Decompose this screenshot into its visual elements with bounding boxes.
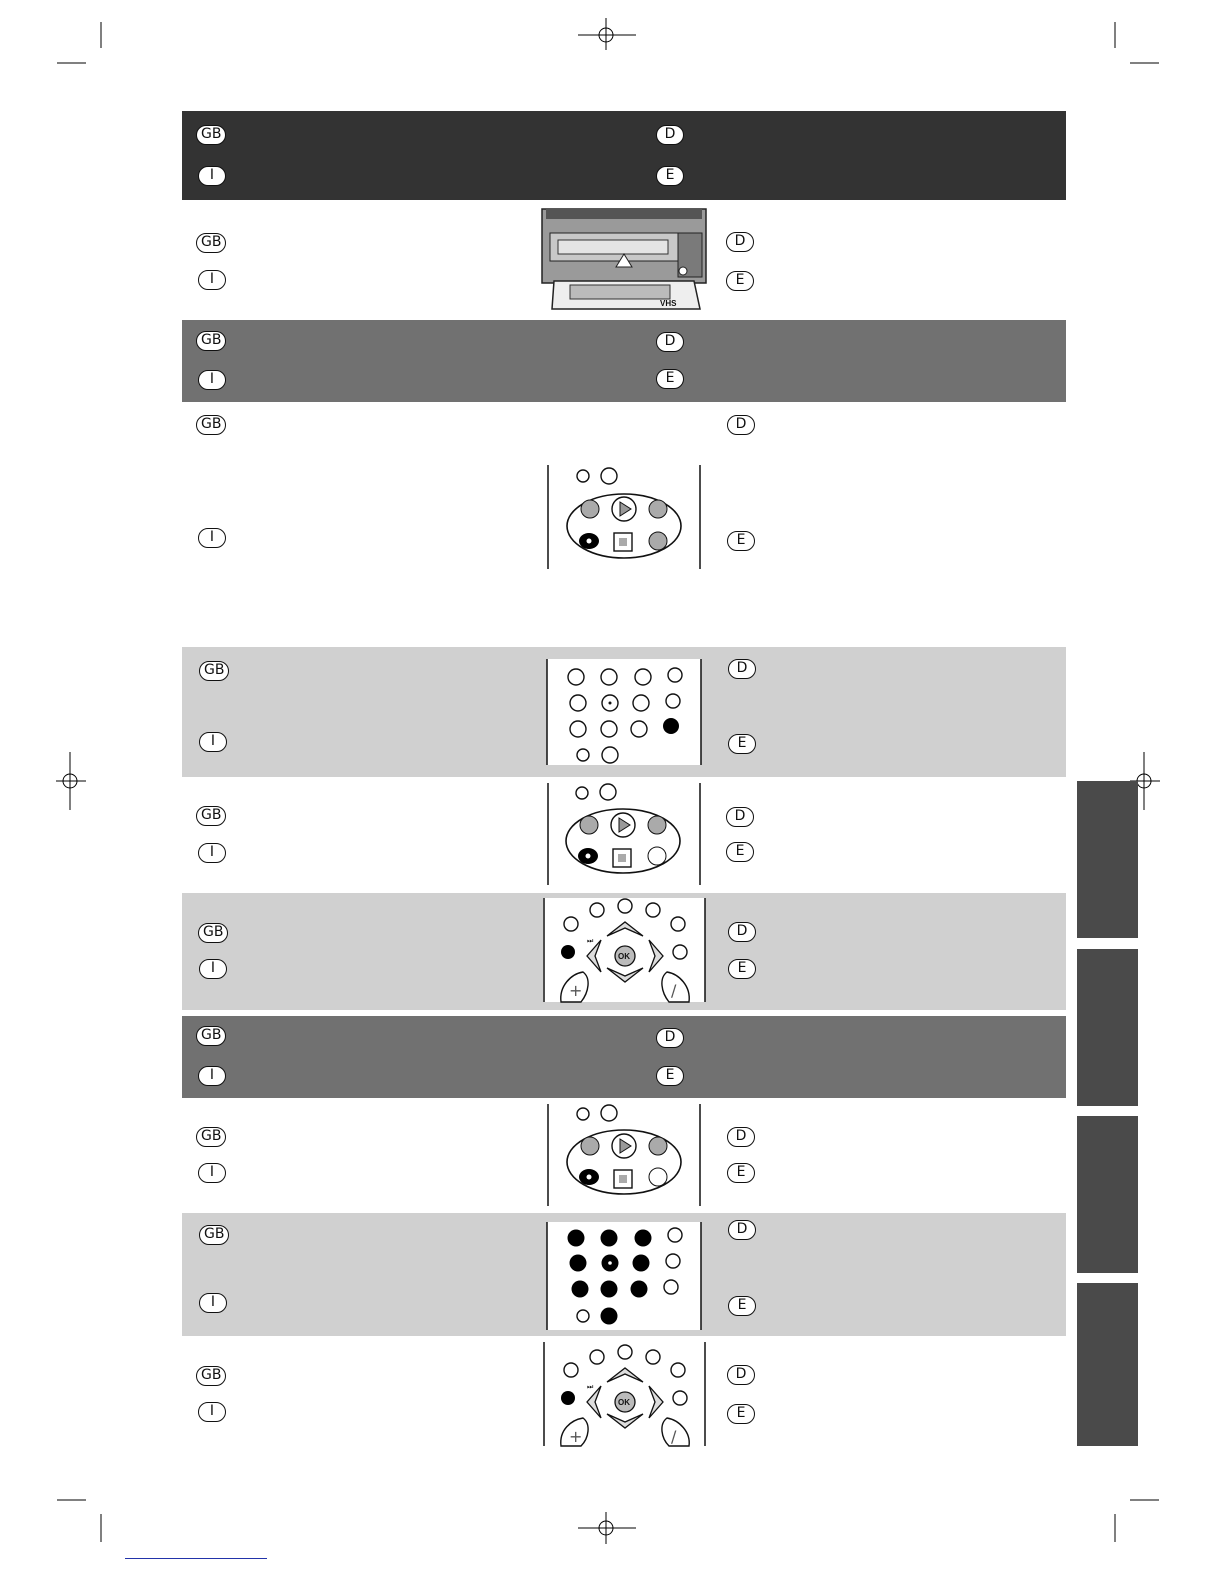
lang-badge-gb: GB (196, 233, 226, 253)
lang-badge-gb: GB (196, 415, 226, 435)
lang-badge-e: E (727, 1404, 755, 1424)
ok-key-label: OK (618, 1398, 630, 1407)
lang-badge-i: I (198, 166, 226, 186)
side-tab-1 (1077, 781, 1138, 938)
remote-transport-keys-illustration (546, 465, 706, 571)
lang-badge-e: E (656, 369, 684, 389)
lang-badge-i: I (198, 370, 226, 390)
lang-badge-e: E (726, 271, 754, 291)
lang-badge-e: E (727, 1163, 755, 1183)
remote-transport-keys-illustration-3 (546, 1104, 706, 1208)
lang-badge-gb: GB (196, 806, 226, 826)
lang-badge-i: I (198, 528, 226, 548)
lang-badge-gb: GB (196, 125, 226, 145)
lang-badge-i: I (199, 732, 227, 752)
lang-badge-gb: GB (198, 923, 228, 943)
side-tab-3 (1077, 1116, 1138, 1273)
svg-text:+: + (569, 1427, 583, 1446)
svg-text:/: / (671, 981, 677, 1000)
remote-number-keys-illustration (545, 659, 705, 765)
svg-text:⏭: ⏭ (587, 937, 594, 945)
svg-text:⏭: ⏭ (587, 1383, 594, 1391)
registration-mark-left (56, 752, 86, 810)
lang-badge-e: E (656, 166, 684, 186)
lang-badge-d: D (727, 415, 755, 435)
ok-key-label: OK (618, 952, 630, 961)
lang-badge-d: D (656, 1028, 684, 1048)
lang-badge-i: I (198, 270, 226, 290)
vcr-cassette-illustration (540, 209, 710, 317)
lang-badge-d: D (728, 659, 756, 679)
lang-badge-i: I (198, 843, 226, 863)
side-tab-4 (1077, 1283, 1138, 1446)
lang-badge-gb: GB (196, 1127, 226, 1147)
lang-badge-gb: GB (196, 1366, 226, 1386)
lang-badge-i: I (198, 1163, 226, 1183)
lang-badge-e: E (727, 531, 755, 551)
svg-text:+: + (569, 981, 583, 1000)
section-band-2 (182, 1016, 1066, 1098)
lang-badge-d: D (727, 1365, 755, 1385)
lang-badge-d: D (656, 332, 684, 352)
section-band-1 (182, 320, 1066, 402)
lang-badge-e: E (728, 959, 756, 979)
remote-navigation-keys-illustration-2 (541, 1342, 707, 1446)
lang-badge-d: D (726, 807, 754, 827)
header-band (182, 111, 1066, 200)
cassette-label: VHS (660, 299, 677, 308)
svg-text:/: / (671, 1427, 677, 1446)
remote-number-keys-illustration-2 (545, 1222, 705, 1330)
lang-badge-i: I (198, 1402, 226, 1422)
lang-badge-d: D (728, 922, 756, 942)
lang-badge-gb: GB (196, 331, 226, 351)
footer-rule (125, 1558, 267, 1559)
lang-badge-d: D (728, 1220, 756, 1240)
lang-badge-gb: GB (199, 661, 229, 681)
remote-navigation-keys-illustration (541, 898, 707, 1002)
lang-badge-e: E (726, 842, 754, 862)
lang-badge-gb: GB (196, 1026, 226, 1046)
lang-badge-e: E (656, 1066, 684, 1086)
remote-transport-keys-illustration-2 (546, 783, 706, 887)
side-tab-2 (1077, 949, 1138, 1106)
lang-badge-i: I (199, 959, 227, 979)
lang-badge-e: E (728, 1296, 756, 1316)
registration-mark-top (578, 18, 636, 50)
lang-badge-d: D (726, 232, 754, 252)
lang-badge-d: D (656, 125, 684, 145)
lang-badge-i: I (198, 1066, 226, 1086)
registration-mark-bottom (578, 1512, 636, 1544)
lang-badge-i: I (199, 1293, 227, 1313)
lang-badge-d: D (727, 1127, 755, 1147)
lang-badge-e: E (728, 734, 756, 754)
lang-badge-gb: GB (199, 1225, 229, 1245)
